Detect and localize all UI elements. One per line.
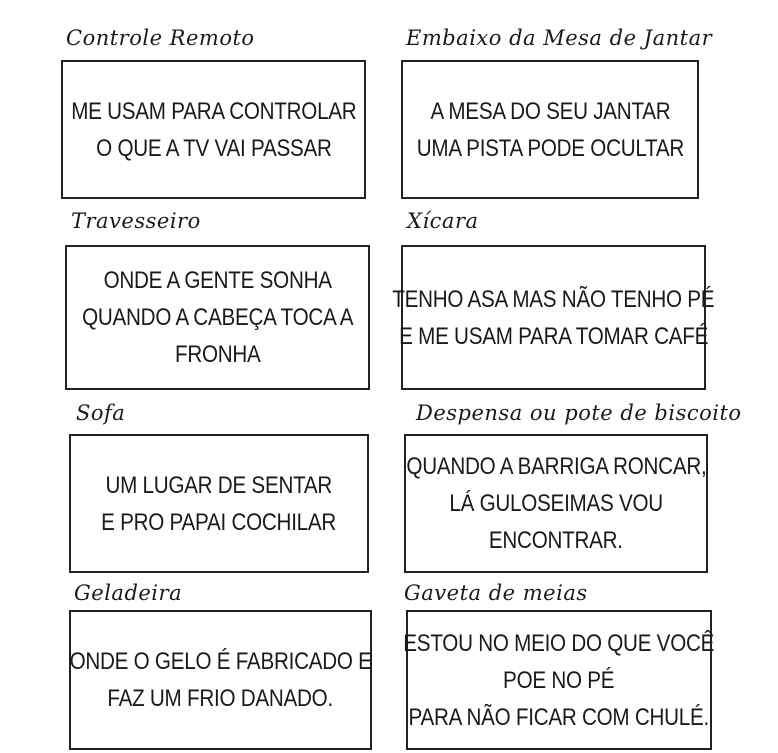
riddle-line: E ME USAM PARA TOMAR CAFÉ: [399, 322, 708, 350]
label-travesseiro: Travesseiro: [71, 209, 201, 233]
label-embaixo-da-mesa: Embaixo da Mesa de Jantar: [406, 26, 713, 50]
riddle-card-sofa: [69, 434, 369, 573]
riddle-line: TENHO ASA MAS NÃO TENHO PÉ: [392, 285, 715, 313]
label-xicara: Xícara: [407, 209, 479, 233]
riddle-line: O QUE A TV VAI PASSAR: [95, 134, 332, 162]
label-gaveta-de-meias: Gaveta de meias: [404, 581, 588, 605]
label-despensa: Despensa ou pote de biscoito: [416, 401, 742, 425]
riddle-line: ONDE A GENTE SONHA: [103, 267, 332, 294]
label-controle-remoto: Controle Remoto: [66, 26, 255, 50]
riddle-line: UM LUGAR DE SENTAR: [105, 471, 333, 499]
riddle-card-travesseiro: [65, 245, 370, 390]
riddle-line: UMA PISTA PODE OCULTAR: [416, 134, 684, 162]
riddle-card-geladeira: [69, 610, 372, 750]
riddle-line: POE NO PÉ: [503, 666, 615, 694]
riddle-card-controle-remoto: [61, 60, 366, 199]
riddle-line: QUANDO A BARRIGA RONCAR,: [405, 453, 707, 480]
riddle-line: LÁ GULOSEIMAS VOU: [449, 490, 663, 517]
riddle-line: ONDE O GELO É FABRICADO E: [69, 648, 372, 675]
riddle-line: E PRO PAPAI COCHILAR: [101, 508, 337, 536]
riddle-card-despensa: [404, 434, 708, 573]
riddle-card-xicara: [392, 245, 715, 390]
riddle-line: QUANDO A CABEÇA TOCA A: [81, 304, 354, 331]
riddle-line: FAZ UM FRIO DANADO.: [107, 685, 334, 712]
riddle-line: A MESA DO SEU JANTAR: [430, 97, 670, 125]
riddle-card-embaixo-da-mesa: [401, 60, 699, 199]
riddle-line: ME USAM PARA CONTROLAR: [70, 97, 357, 125]
label-geladeira: Geladeira: [74, 581, 183, 605]
riddle-card-gaveta-de-meias: [403, 610, 715, 750]
riddle-line: FRONHA: [174, 341, 261, 368]
label-sofa: Sofa: [76, 401, 126, 425]
riddle-line: ESTOU NO MEIO DO QUE VOCÊ: [403, 629, 715, 657]
riddle-line: PARA NÃO FICAR COM CHULÉ.: [408, 703, 710, 731]
riddle-line: ENCONTRAR.: [489, 527, 623, 554]
